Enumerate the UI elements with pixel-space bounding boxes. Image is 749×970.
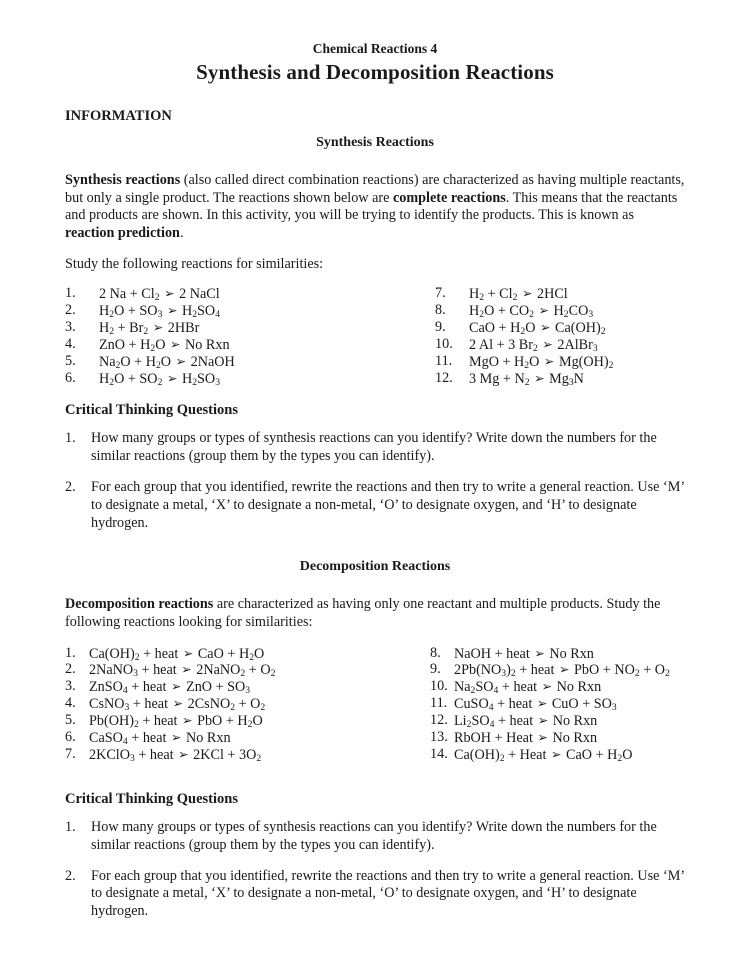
page-title: Synthesis and Decomposition Reactions: [196, 60, 554, 84]
reaction-row: [430, 646, 685, 663]
reaction-number: 7.: [435, 284, 446, 301]
reaction-row: [65, 730, 375, 747]
reaction-row: [430, 713, 685, 730]
reaction-number: 10.: [430, 678, 448, 695]
reaction-row: [430, 679, 685, 696]
synthesis-paragraph-part1: (also called direct combination reactions) are characterized as having multiple reactants, but only a single product. The reactions shown below are: [65, 172, 685, 206]
synthesis-lead-in: Study the following reactions for similarities:: [65, 256, 324, 273]
reaction-number: 12.: [435, 369, 453, 386]
reaction-equation: $Na_2O + H_2O$ ➢ 2NaOH: [99, 353, 235, 371]
question-item: [65, 430, 685, 466]
reaction-number: 1.: [65, 644, 76, 661]
synthesis-questions: [65, 430, 685, 532]
question-text: How many groups or types of synthesis reactions can you identify? Write down the numbers for the similar reactions (group them by the types you can identify).: [91, 818, 657, 853]
reaction-equation: $H_2 + Br_2$ ➢ 2HBr: [99, 319, 200, 337]
question-text: How many groups or types of synthesis reactions can you identify? Write down the numbers for the similar reactions (group them by the types you can identify).: [91, 430, 657, 465]
reaction-row: [435, 303, 685, 320]
reaction-equation: ZnSO$_4$ + heat ➢ ZnO + $SO_3$: [89, 678, 251, 697]
reaction-row: [65, 646, 375, 663]
reaction-equation: NaOH + heat ➢ No Rxn: [454, 645, 594, 662]
reaction-equation: CaSO$_4$ + heat ➢ No Rxn: [89, 729, 231, 748]
synthesis-paragraph: [65, 172, 685, 242]
reaction-number: 5.: [65, 352, 76, 369]
reaction-equation: $Na_2SO_4$ + heat ➢ No Rxn: [454, 678, 602, 697]
reaction-number: 9.: [430, 661, 441, 678]
question-number: 1.: [65, 818, 76, 835]
reaction-row: [65, 747, 375, 764]
reaction-equation: 2NaNO$_3$ + heat ➢ 2NaNO$_2$ + $O_2$: [89, 661, 276, 680]
reaction-row: [65, 679, 375, 696]
reaction-row: [435, 354, 685, 371]
reaction-equation: $Ca(OH)_2$ + Heat ➢ CaO + $H_2O$: [454, 746, 633, 765]
decomposition-bold-lead: Decomposition reactions: [65, 596, 214, 613]
reaction-number: 13.: [430, 729, 448, 746]
synthesis-bold-lead: Synthesis reactions: [65, 172, 181, 188]
synthesis-paragraph-part2: . This means that the reactants and products are shown. In this activity, you will be trying to identify the products. This is known as: [65, 189, 678, 224]
reaction-number: 3.: [65, 678, 76, 695]
reaction-equation: $H_2 + Cl_2$ ➢ 2HCl: [469, 285, 568, 304]
decomposition-reaction-list: [65, 646, 685, 764]
reaction-number: 12.: [430, 712, 448, 729]
reaction-equation: $H_2O + SO_2$ ➢ $H_2SO_3$: [99, 370, 221, 388]
question-item: [65, 819, 685, 855]
reaction-row: [65, 696, 375, 713]
information-label: INFORMATION: [65, 108, 172, 124]
reaction-row: [65, 713, 375, 730]
decomposition-ctq-heading: Critical Thinking Questions: [65, 790, 238, 807]
reaction-row: [65, 337, 375, 354]
reaction-equation: $Ca(OH)_2$ + heat ➢ CaO + $H_2O$: [89, 645, 265, 663]
decomposition-column-right: [375, 646, 685, 764]
reaction-equation: RbOH + Heat ➢ No Rxn: [454, 729, 598, 747]
decomposition-column-left: [65, 646, 375, 764]
question-item: [65, 479, 685, 532]
question-text: For each group that you identified, rewrite the reactions and then try to write a general reaction. Use ‘M’ to designate a metal, ‘X’ to designate a non-metal, ‘O’ to designate oxygen, and ‘H’ to designate hydrogen.: [91, 867, 685, 920]
reaction-equation: ZnO + $H_2O$ ➢ No Rxn: [99, 336, 230, 354]
reaction-row: [430, 730, 685, 747]
reaction-row: [435, 337, 685, 354]
reaction-equation: CsNO$_3$ + heat ➢ 2CsNO$_2$ + $O_2$: [89, 695, 266, 714]
question-number: 1.: [65, 430, 76, 447]
synthesis-bold-end: reaction prediction: [65, 224, 180, 241]
synthesis-ctq-heading: Critical Thinking Questions: [65, 402, 238, 419]
reaction-number: 11.: [430, 695, 448, 712]
reaction-equation: $H_2O + CO_2$ ➢ $H_2CO_3$: [469, 302, 594, 320]
reaction-row: [430, 696, 685, 713]
reaction-number: 5.: [65, 712, 76, 729]
reaction-number: 3.: [65, 318, 76, 335]
reaction-equation: $Pb(OH)_2$ + heat ➢ PbO + $H_2O$: [89, 712, 263, 731]
question-number: 2.: [65, 479, 76, 495]
reaction-row: [430, 747, 685, 764]
synthesis-paragraph-part3: .: [179, 224, 184, 241]
reaction-number: 10.: [435, 335, 453, 352]
reaction-number: 14.: [430, 746, 448, 763]
reaction-equation: 2KClO$_3$ + heat ➢ $2KCl + 3O_2$: [89, 746, 262, 765]
question-text: For each group that you identified, rewrite the reactions and then try to write a general reaction. Use ‘M’ to designate a metal, ‘X’ to designate a non-metal, ‘O’ to designate oxygen, and ‘H’ to designate hydrogen.: [91, 479, 685, 531]
document-kicker: Chemical Reactions 4: [312, 41, 438, 56]
synthesis-reaction-list: [65, 286, 685, 387]
reaction-number: 6.: [65, 369, 76, 386]
reaction-row: [65, 320, 375, 337]
reaction-number: 8.: [435, 301, 446, 318]
reaction-equation: MgO + $H_2O$ ➢ $Mg(OH)_2$: [469, 353, 614, 371]
synthesis-bold-mid: complete reactions: [392, 189, 506, 206]
reaction-equation: CaO + $H_2O$ ➢ $Ca(OH)_2$: [469, 319, 606, 337]
reaction-equation: 2 $Na + Cl_2$ ➢ 2 NaCl: [99, 285, 220, 304]
reaction-row: [65, 286, 375, 303]
reaction-number: 6.: [65, 729, 76, 746]
reaction-row: [430, 662, 685, 679]
reaction-row: [435, 320, 685, 337]
question-item: [65, 868, 685, 921]
reaction-number: 4.: [65, 335, 76, 352]
reaction-row: [435, 371, 685, 388]
reaction-equation: $2Pb(NO_3)_2$ + heat ➢ PbO + $NO_2 + O_2$: [454, 661, 670, 680]
reaction-equation: CuSO$_4$ + heat ➢ CuO + $SO_3$: [454, 695, 617, 714]
decomposition-questions: [65, 819, 685, 921]
reaction-row: [65, 371, 375, 388]
reaction-row: [65, 354, 375, 371]
reaction-equation: 3 $Mg + N_2$ ➢ $Mg_3N$: [469, 370, 584, 388]
reaction-number: 9.: [435, 318, 446, 335]
reaction-equation: $Li_2SO_4$ + heat ➢ No Rxn: [454, 712, 598, 731]
page-content: [65, 40, 685, 921]
question-number: 2.: [65, 867, 76, 884]
reaction-number: 8.: [430, 644, 441, 661]
reaction-equation: 2 Al + 3 $Br_2$ ➢ 2AlBr$_3$: [469, 336, 598, 354]
reaction-equation: $H_2O + SO_3$ ➢ $H_2SO_4$: [99, 302, 221, 320]
decomposition-heading: Decomposition Reactions: [299, 559, 451, 575]
decomposition-paragraph: [65, 596, 685, 631]
synthesis-column-left: [65, 286, 375, 387]
reaction-number: 11.: [435, 352, 453, 369]
reaction-row: [65, 662, 375, 679]
decomposition-paragraph-part1: are characterized as having only one reactant and multiple products. Study the following reactions looking for similarities:: [65, 596, 661, 630]
reaction-number: 2.: [65, 661, 76, 678]
synthesis-heading: Synthesis Reactions: [316, 135, 434, 150]
reaction-row: [435, 286, 685, 303]
reaction-number: 4.: [65, 695, 76, 712]
synthesis-column-right: [375, 286, 685, 387]
reaction-row: [65, 303, 375, 320]
reaction-number: 7.: [65, 746, 76, 763]
reaction-number: 1.: [65, 284, 76, 301]
reaction-number: 2.: [65, 301, 76, 318]
